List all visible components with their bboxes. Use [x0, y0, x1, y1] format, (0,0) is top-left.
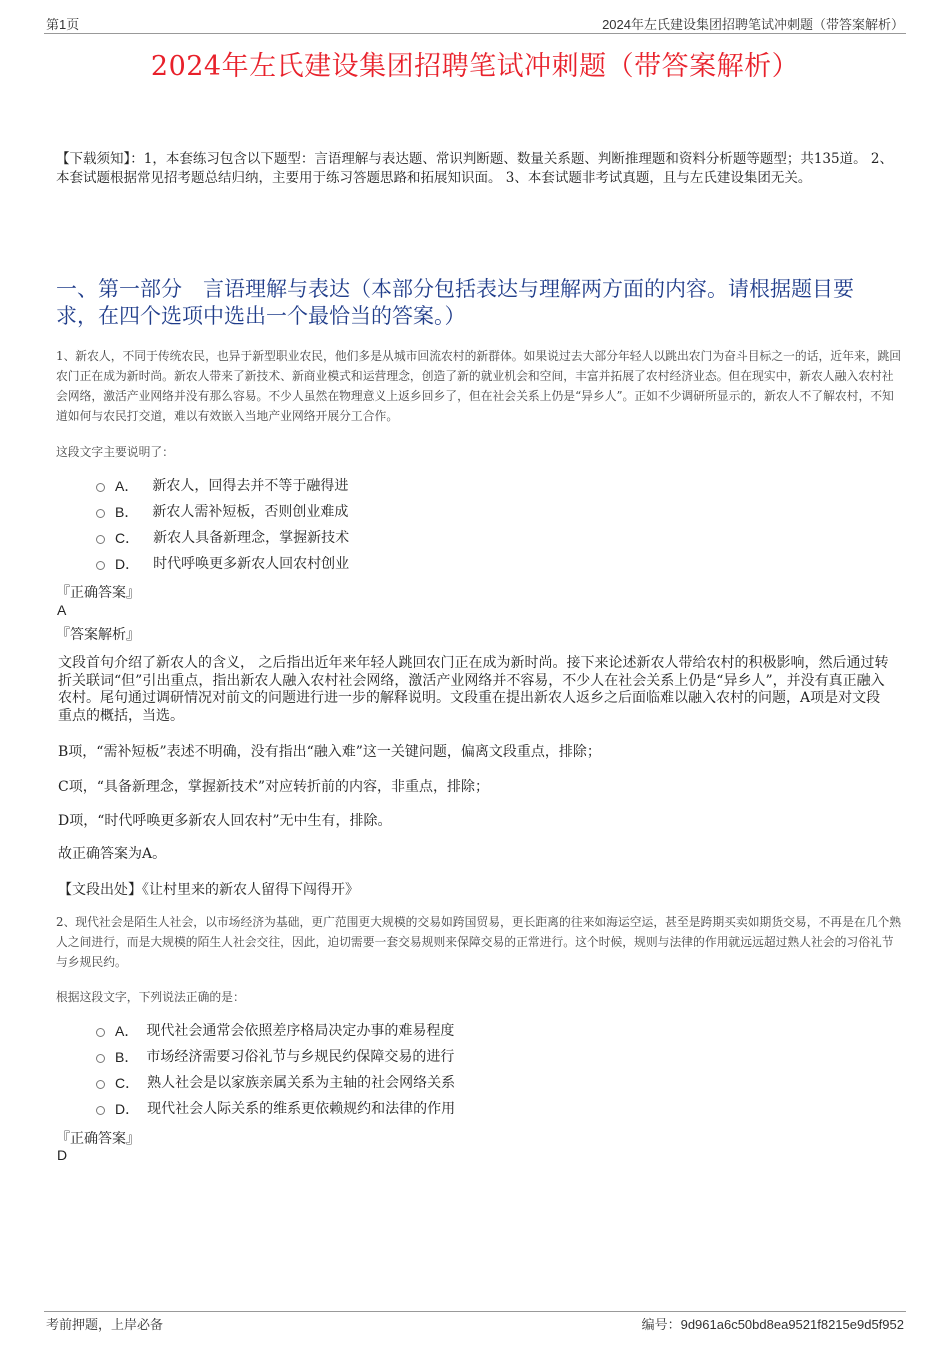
- radio-icon[interactable]: [96, 535, 105, 544]
- option-letter: A．: [115, 478, 139, 494]
- passage-source: 【文段出处】《让村里来的新农人留得下闯得开》: [58, 882, 359, 898]
- radio-icon[interactable]: [96, 509, 105, 518]
- download-notice: 【下载须知】：1，本套练习包含以下题型：言语理解与表达题、常识判断题、数量关系题、判断推理题和资料分析题等题型；共135道。 2、本套试题根据常见招考题总结归纳，主要用于练习答题思路和拓展知识面。 3、本套试题非考试真题，且与左氏建设集团无关。: [56, 151, 893, 186]
- option-text: 新农人，回得去并不等于融得进: [152, 478, 349, 494]
- footer-slogan: 考前押题，上岸必备: [46, 1318, 164, 1333]
- option-text: 新农人具备新理念，掌握新技术: [153, 530, 350, 546]
- footer-divider: [44, 1311, 906, 1312]
- section-heading: 一、第一部分 言语理解与表达（本部分包括表达与理解两方面的内容。请根据题目要求，在四个选项中选出一个最恰当的答案。）: [56, 277, 854, 328]
- question-1-text: 1、新农人，不同于传统农民，也异于新型职业农民，他们多是从城市回流农村的新群体。如果说过去大部分年轻人以跳出农门为奋斗目标之一的话，近年来，跳回农门正在成为新时尚。新农人带来了新技术、新商业模式和运营理念，创造了新的就业机会和空间，丰富并拓展了农村经济业态。但在现实中，新农人融入农村社会网络，激活产业网络并没有那么容易。不少人虽然在物理意义上返乡回乡了，但在社会关系上仍是“异乡人”。正如不少调研所显示的，新农人不了解农村，不知道如何与农民打交道，难以有效嵌入当地产业网络开展分工合作。: [56, 349, 902, 423]
- option-text: 新农人需补短板，否则创业难成: [152, 504, 349, 520]
- option-text: 现代社会人际关系的维系更依赖规约和法律的作用: [147, 1101, 456, 1117]
- option-letter: B．: [115, 504, 139, 520]
- option-b[interactable]: [96, 499, 349, 525]
- analysis-text: 文段首句介绍了新农人的含义， 之后指出近年来年轻人跳回农门正在成为新时尚。接下来论述新农人带给农村的积极影响，然后通过转折关联词“但”引出重点，指出新农人融入农村社会网络，激活产业网络并不容易，不少人在社会关系上仍是“异乡人”，并没有真正融入农村。尾句通过调研情况对前文的问题进行进一步的解释说明。文段重在提出新农人返乡之后面临难以融入农村的问题，A项是对文段重点的概括，当选。: [58, 655, 889, 724]
- analysis-paragraph-2: [58, 744, 894, 762]
- option-letter: C．: [115, 1075, 140, 1091]
- option-letter: B．: [115, 1049, 139, 1065]
- answer-label: 『正确答案』: [56, 1131, 140, 1147]
- radio-icon[interactable]: [96, 1028, 105, 1037]
- serial-value: 9d961a6c50bd8ea9521f8215e9d5f952: [680, 1317, 904, 1332]
- analysis-text: B项，“需补短板”表述不明确，没有指出“融入难”这一关键问题，偏离文段重点，排除；: [58, 744, 601, 760]
- radio-icon[interactable]: [96, 1106, 105, 1115]
- page-title: 2024年左氏建设集团招聘笔试冲刺题（带答案解析）: [150, 51, 800, 82]
- radio-icon[interactable]: [96, 483, 105, 492]
- page-number: 第1页: [46, 17, 80, 32]
- option-text: 市场经济需要习俗礼节与乡规民约保障交易的进行: [146, 1049, 455, 1065]
- radio-icon[interactable]: [96, 561, 105, 570]
- option-d[interactable]: [96, 551, 349, 577]
- footer-serial: [642, 1314, 904, 1333]
- answer-label: 『正确答案』: [56, 585, 140, 601]
- answer-value: D: [57, 1147, 68, 1163]
- option-letter: A．: [115, 1023, 139, 1039]
- analysis-text: C项，“具备新理念，掌握新技术”对应转折前的内容，非重点，排除；: [58, 779, 490, 795]
- question-2-prompt: 根据这段文字，下列说法正确的是：: [56, 990, 245, 1004]
- answer-value: A: [57, 602, 67, 618]
- option-a[interactable]: [96, 473, 349, 499]
- analysis-paragraph-5: [58, 846, 894, 864]
- option-b[interactable]: [96, 1044, 455, 1070]
- option-d[interactable]: [96, 1096, 455, 1122]
- analysis-text: D项，“时代呼唤更多新农人回农村”无中生有，排除。: [58, 813, 392, 829]
- radio-icon[interactable]: [96, 1080, 105, 1089]
- option-letter: C．: [115, 530, 140, 546]
- option-c[interactable]: [96, 525, 349, 551]
- question-1-prompt: 这段文字主要说明了：: [56, 445, 174, 459]
- question-2-text: 2、现代社会是陌生人社会，以市场经济为基础，更广范围更大规模的交易如跨国贸易，更长距离的往来如海运空运，甚至是跨期买卖如期货交易，不再是在几个熟人之间进行，而是大规模的陌生人社会交往，因此，迫切需要一套交易规则来保障交易的正常进行。这个时候，规则与法律的作用就远远超过熟人社会的习俗礼节与乡规民约。: [56, 915, 902, 969]
- option-c[interactable]: [96, 1070, 455, 1096]
- option-text: 时代呼唤更多新农人回农村创业: [153, 556, 350, 572]
- question-2-options: [96, 1018, 455, 1122]
- option-letter: D．: [115, 1101, 140, 1117]
- analysis-paragraph-3: [58, 779, 894, 797]
- radio-icon[interactable]: [96, 1054, 105, 1063]
- question-1-options: [96, 473, 349, 577]
- option-text: 现代社会通常会依照差序格局决定办事的难易程度: [146, 1023, 455, 1039]
- header-doc-title: 2024年左氏建设集团招聘笔试冲刺题（带答案解析）: [602, 17, 904, 32]
- analysis-text: 故正确答案为A。: [58, 846, 167, 862]
- option-text: 熟人社会是以家族亲属关系为主轴的社会网络关系: [147, 1075, 456, 1091]
- option-a[interactable]: [96, 1018, 455, 1044]
- analysis-paragraph-1: [58, 655, 894, 725]
- option-letter: D．: [115, 556, 140, 572]
- analysis-label: 『答案解析』: [56, 627, 140, 643]
- serial-label: 编号：: [641, 1318, 681, 1333]
- analysis-paragraph-4: [58, 813, 894, 831]
- header-divider: [44, 33, 906, 34]
